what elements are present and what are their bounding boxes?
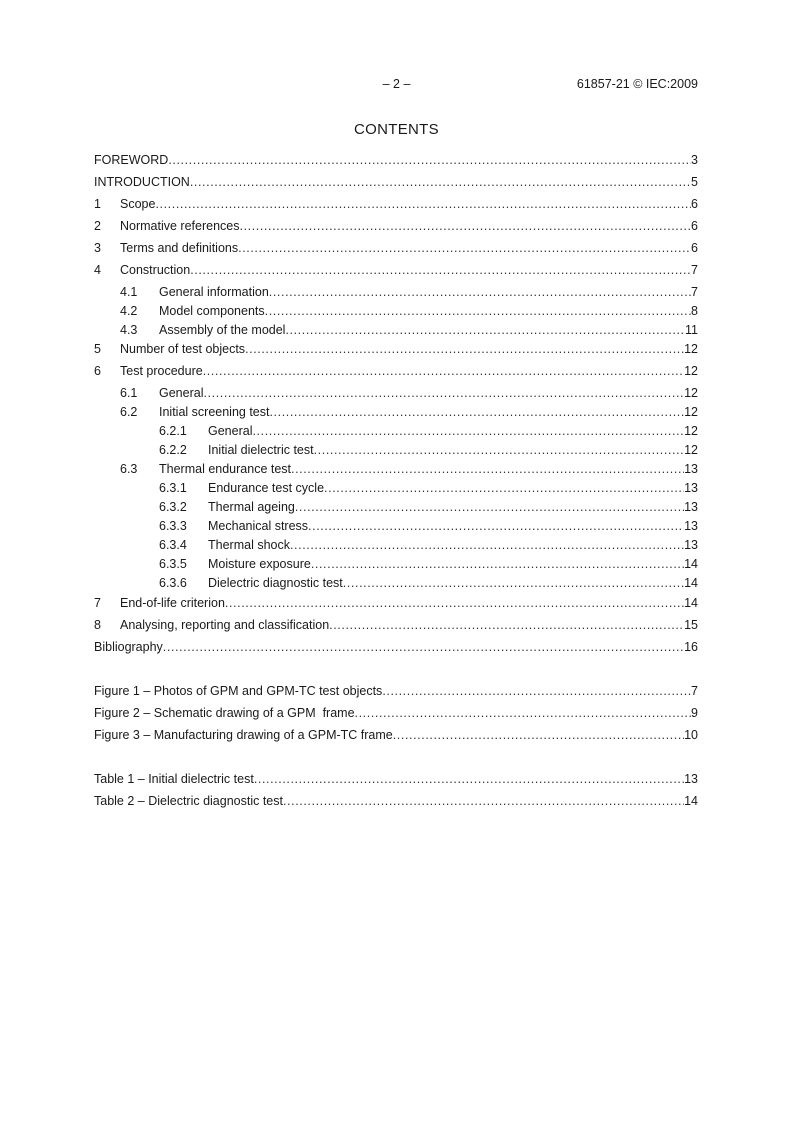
toc-title: Initial dielectric test <box>208 443 314 457</box>
toc-title: Scope <box>120 197 156 211</box>
toc-leader <box>393 727 684 743</box>
toc-leader <box>269 404 684 420</box>
toc-leader <box>285 322 685 338</box>
toc-leader <box>203 385 684 401</box>
toc-title: Initial screening test <box>159 405 270 419</box>
toc-entry-2[interactable] <box>94 218 698 234</box>
toc-page: 12 <box>684 342 698 356</box>
toc-entry-6-2[interactable] <box>120 404 698 420</box>
toc-title: Endurance test cycle <box>208 481 325 495</box>
toc-leader <box>324 480 684 496</box>
toc-leader <box>155 196 691 212</box>
toc-leader <box>314 442 684 458</box>
toc-entry-5[interactable] <box>94 341 698 357</box>
toc-title: Construction <box>120 263 191 277</box>
toc-page: 6 <box>691 197 698 211</box>
toc-leader <box>240 218 692 234</box>
toc-page: 14 <box>684 596 698 610</box>
toc-entry-8[interactable] <box>94 617 698 633</box>
toc-page: 13 <box>684 462 698 476</box>
toc-number: 6.3.3 <box>159 519 187 533</box>
toc-number: 6.3 <box>120 462 138 476</box>
toc-entry-4[interactable] <box>94 262 698 278</box>
contents-title: CONTENTS <box>354 121 439 138</box>
toc-leader <box>308 518 684 534</box>
figure-title: Figure 2 – Schematic drawing of a GPM frame <box>94 706 355 720</box>
toc-leader <box>254 771 684 787</box>
toc-leader <box>283 793 684 809</box>
figure-page: 7 <box>691 684 698 698</box>
toc-title: INTRODUCTION <box>94 175 190 189</box>
toc-title: Dielectric diagnostic test <box>208 576 343 590</box>
toc-entry-6-3-1[interactable] <box>159 480 698 496</box>
toc-entry-6-3-3[interactable] <box>159 518 698 534</box>
toc-page: 7 <box>691 285 698 299</box>
toc-entry-7[interactable] <box>94 595 698 611</box>
toc-title: Thermal endurance test <box>159 462 292 476</box>
toc-leader <box>238 240 691 256</box>
toc-entry-6-3[interactable] <box>120 461 698 477</box>
toc-number: 7 <box>94 596 101 610</box>
figure-entry-2[interactable] <box>94 705 698 721</box>
toc-title: Normative references <box>120 219 240 233</box>
toc-leader <box>252 423 684 439</box>
toc-number: 6.3.6 <box>159 576 187 590</box>
toc-title: End-of-life criterion <box>120 596 225 610</box>
toc-number: 8 <box>94 618 101 632</box>
toc-number: 6.2.1 <box>159 424 187 438</box>
toc-page: 14 <box>684 576 698 590</box>
toc-title: Model components <box>159 304 265 318</box>
table-title: Table 1 – Initial dielectric test <box>94 772 254 786</box>
toc-number: 6.3.2 <box>159 500 187 514</box>
toc-title: General <box>159 386 204 400</box>
toc-title: Thermal shock <box>208 538 290 552</box>
toc-number: 5 <box>94 342 101 356</box>
toc-page: 12 <box>684 443 698 457</box>
toc-title: Analysing, reporting and classification <box>120 618 330 632</box>
toc-leader <box>269 284 691 300</box>
toc-entry-6-3-4[interactable] <box>159 537 698 553</box>
toc-page: 14 <box>684 557 698 571</box>
table-entry-1[interactable] <box>94 771 698 787</box>
toc-leader <box>225 595 684 611</box>
toc-entry-4-1[interactable] <box>120 284 698 300</box>
toc-number: 4.2 <box>120 304 138 318</box>
toc-page: 3 <box>691 153 698 167</box>
toc-title: General <box>208 424 253 438</box>
toc-leader <box>163 639 684 655</box>
toc-entry-bibliography[interactable] <box>94 639 698 655</box>
table-entry-2[interactable] <box>94 793 698 809</box>
toc-title: Test procedure <box>120 364 203 378</box>
toc-entry-6-3-5[interactable] <box>159 556 698 572</box>
toc-page: 5 <box>691 175 698 189</box>
toc-page: 7 <box>691 263 698 277</box>
toc-entry-1[interactable] <box>94 196 698 212</box>
toc-page: 13 <box>684 519 698 533</box>
figure-page: 10 <box>684 728 698 742</box>
toc-page: 11 <box>685 323 698 337</box>
toc-entry-6-1[interactable] <box>120 385 698 401</box>
toc-number: 2 <box>94 219 101 233</box>
toc-number: 6.2.2 <box>159 443 187 457</box>
toc-leader <box>382 683 691 699</box>
toc-leader <box>355 705 692 721</box>
toc-leader <box>295 499 684 515</box>
toc-entry-6-2-1[interactable] <box>159 423 698 439</box>
toc-leader <box>203 363 684 379</box>
toc-page: 13 <box>684 500 698 514</box>
page-number: – 2 – <box>382 77 411 91</box>
toc-page: 8 <box>691 304 698 318</box>
toc-number: 6.1 <box>120 386 138 400</box>
toc-number: 4.1 <box>120 285 138 299</box>
toc-leader <box>343 575 684 591</box>
toc-number: 6.3.5 <box>159 557 187 571</box>
figure-entry-1[interactable] <box>94 683 698 699</box>
toc-page: 12 <box>684 364 698 378</box>
toc-entry-4-3[interactable] <box>120 322 698 338</box>
toc-page: 12 <box>684 405 698 419</box>
toc-number: 4 <box>94 263 101 277</box>
toc-entry-introduction[interactable] <box>94 174 698 190</box>
toc-entry-6-3-6[interactable] <box>159 575 698 591</box>
table-page: 13 <box>684 772 698 786</box>
toc-entry-4-2[interactable] <box>120 303 698 319</box>
toc-leader <box>290 537 684 553</box>
toc-number: 4.3 <box>120 323 138 337</box>
table-title: Table 2 – Dielectric diagnostic test <box>94 794 283 808</box>
toc-leader <box>329 617 684 633</box>
figure-title: Figure 1 – Photos of GPM and GPM-TC test objects <box>94 684 383 698</box>
toc-leader <box>265 303 691 319</box>
toc-number: 6.3.1 <box>159 481 187 495</box>
toc-entry-3[interactable] <box>94 240 698 256</box>
toc-page: 15 <box>684 618 698 632</box>
toc-number: 6 <box>94 364 101 378</box>
toc-title: FOREWORD <box>94 153 169 167</box>
toc-leader <box>168 152 691 168</box>
figure-page: 9 <box>691 706 698 720</box>
toc-leader <box>291 461 684 477</box>
toc-page: 6 <box>691 241 698 255</box>
document-reference: 61857-21 © IEC:2009 <box>576 77 698 91</box>
toc-page: 13 <box>684 481 698 495</box>
toc-title: Mechanical stress <box>208 519 309 533</box>
toc-title: Bibliography <box>94 640 163 654</box>
toc-leader <box>190 174 691 190</box>
toc-page: 6 <box>691 219 698 233</box>
toc-title: Terms and definitions <box>120 241 239 255</box>
toc-page: 12 <box>684 386 698 400</box>
toc-title: Thermal ageing <box>208 500 295 514</box>
toc-title: Moisture exposure <box>208 557 311 571</box>
toc-page: 16 <box>684 640 698 654</box>
toc-entry-6-3-2[interactable] <box>159 499 698 515</box>
toc-number: 6.2 <box>120 405 138 419</box>
figure-title: Figure 3 – Manufacturing drawing of a GPM-TC frame <box>94 728 393 742</box>
table-page: 14 <box>684 794 698 808</box>
toc-number: 3 <box>94 241 101 255</box>
toc-leader <box>245 341 684 357</box>
figure-entry-3[interactable] <box>94 727 698 743</box>
toc-title: Assembly of the model <box>159 323 286 337</box>
toc-page: 12 <box>684 424 698 438</box>
toc-entry-foreword[interactable] <box>94 152 698 168</box>
toc-number: 1 <box>94 197 101 211</box>
toc-number: 6.3.4 <box>159 538 187 552</box>
toc-entry-6-2-2[interactable] <box>159 442 698 458</box>
toc-entry-6[interactable] <box>94 363 698 379</box>
toc-leader <box>311 556 684 572</box>
toc-title: General information <box>159 285 269 299</box>
toc-page: 13 <box>684 538 698 552</box>
toc-leader <box>190 262 691 278</box>
toc-title: Number of test objects <box>120 342 246 356</box>
